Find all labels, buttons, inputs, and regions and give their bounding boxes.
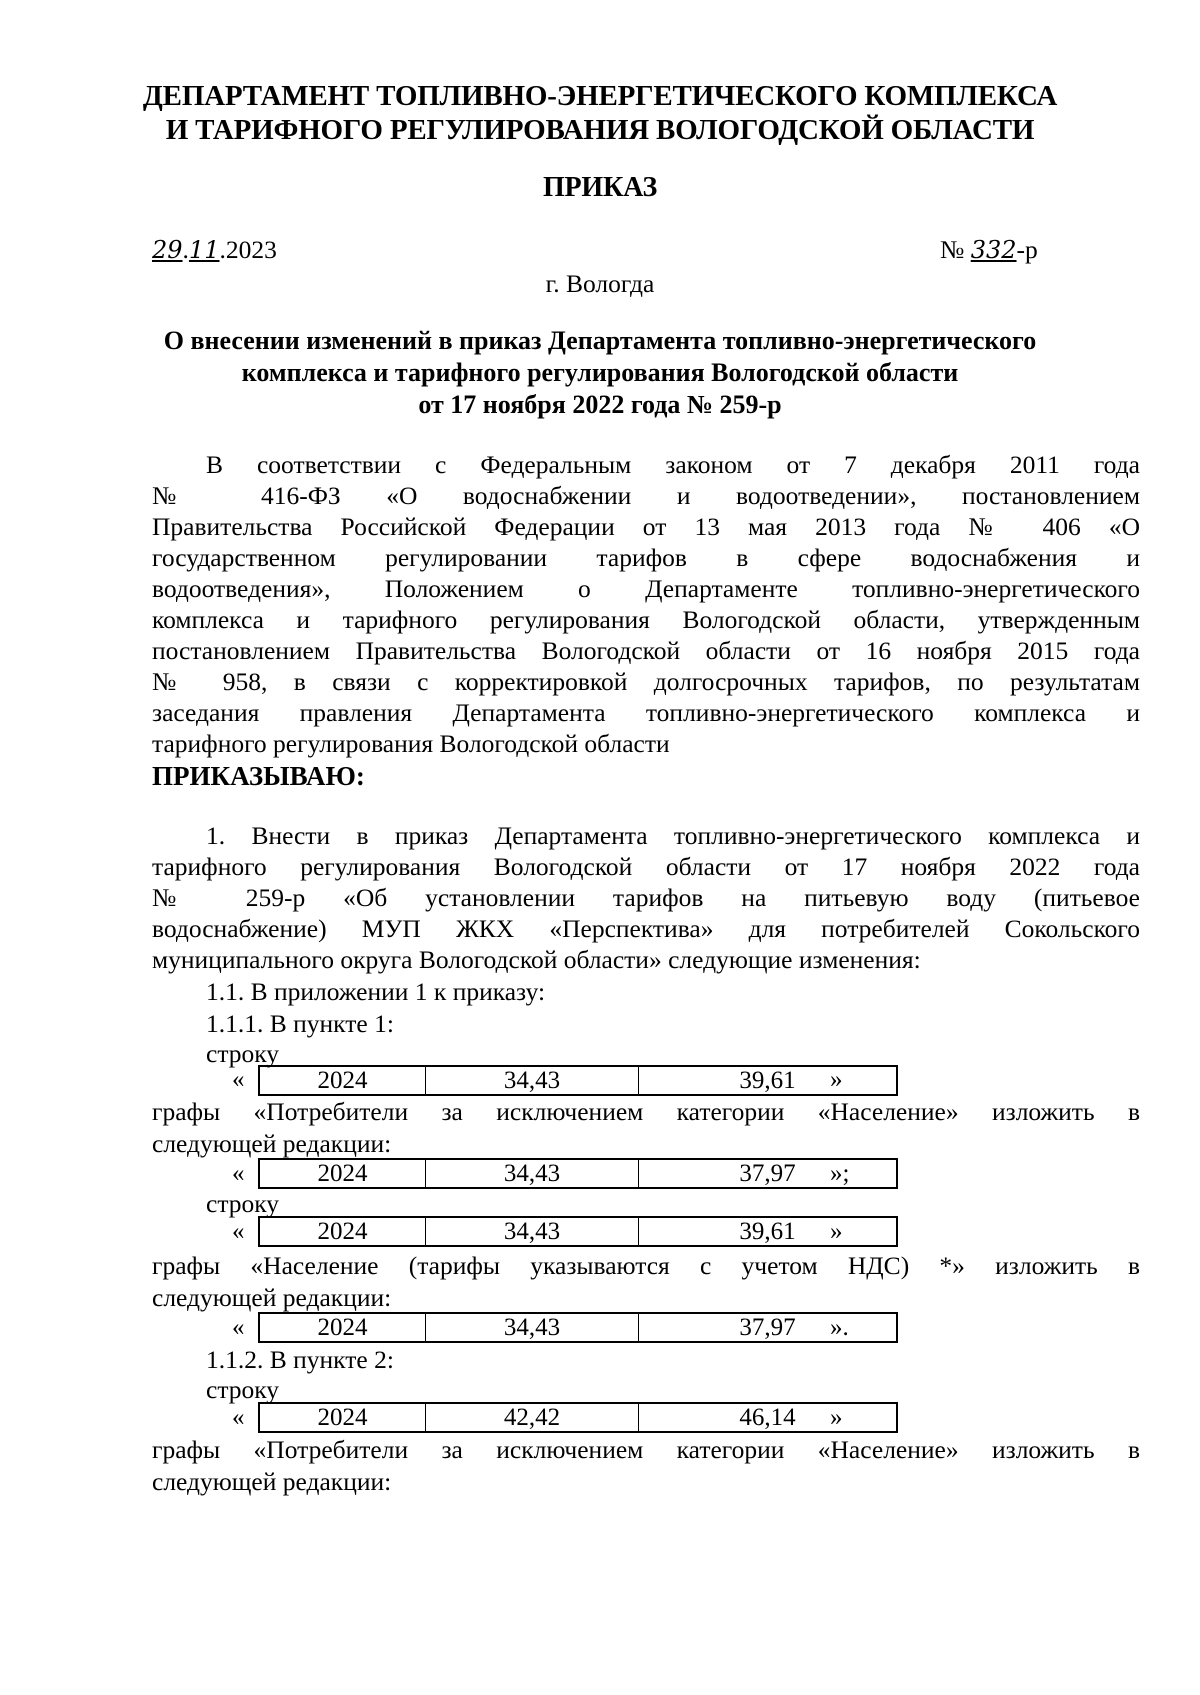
preamble-line: тарифного регулирования Вологодской области [152, 729, 670, 758]
cell-value-2: 46,14 [739, 1404, 796, 1431]
number-sign: № [940, 235, 971, 264]
quote-close: » [830, 1066, 843, 1093]
tariff-table-row [258, 1065, 898, 1096]
next-edition: следующей редакции: [152, 1467, 392, 1496]
quote-open: « [232, 1066, 245, 1093]
cell-value-1: 34,43 [426, 1067, 639, 1094]
cell-value-2: 37,97 [739, 1314, 796, 1341]
cell-year: 2024 [260, 1218, 426, 1245]
cell-year: 2024 [260, 1160, 426, 1187]
date-day-handwritten: 29 [152, 236, 183, 264]
quote-close: »; [830, 1160, 850, 1187]
next-edition: следующей редакции: [152, 1283, 392, 1312]
cell-value-1: 42,42 [426, 1404, 639, 1431]
quote-close: ». [830, 1314, 849, 1341]
cell-value-2: 39,61 [739, 1218, 796, 1245]
quote-close: » [830, 1218, 843, 1245]
order-word: ПРИКАЗЫВАЮ: [152, 761, 365, 791]
graph-consumers-line: графы «Потребители за исключением категории «Население» изложить в [152, 1435, 1140, 1464]
item1-1-2: 1.1.2. В пункте 2: [206, 1345, 394, 1374]
title-line2: комплекса и тарифного регулирования Вологодской области [241, 358, 959, 387]
quote-close: » [830, 1404, 843, 1431]
order-date: 29.11.2023 [152, 235, 277, 264]
title-line1: О внесении изменений в приказ Департамента топливно-энергетического [163, 326, 1037, 355]
item1-line: тарифного регулирования Вологодской области от 17 ноября 2022 года [152, 852, 1140, 881]
cell-value-1: 34,43 [426, 1160, 639, 1187]
number-suffix: -р [1016, 235, 1038, 264]
quote-open: « [232, 1404, 245, 1431]
cell-value-1: 34,43 [426, 1314, 639, 1341]
date-month-handwritten: 11 [188, 236, 220, 264]
preamble-line: постановлением Правительства Вологодской области от 16 ноября 2015 года [152, 636, 1140, 665]
quote-open: « [232, 1314, 245, 1341]
cell-year: 2024 [260, 1314, 426, 1341]
preamble-line: заседания правления Департамента топливно-энергетического комплекса и [152, 698, 1140, 727]
city: г. Вологда [545, 269, 655, 298]
row-word: строку [206, 1375, 280, 1404]
preamble-line: государственном регулировании тарифов в сфере водоснабжения и [152, 543, 1140, 572]
document-type: ПРИКАЗ [542, 172, 658, 203]
quote-open: « [232, 1218, 245, 1245]
preamble-line: В соответствии с Федеральным законом от 7 декабря 2011 года [206, 450, 1140, 479]
graph-population-line: графы «Население (тарифы указываются с учетом НДС) *» изложить в [152, 1251, 1140, 1280]
preamble-line: Правительства Российской Федерации от 13 мая 2013 года № 406 «О [152, 512, 1140, 541]
department-name-line1: ДЕПАРТАМЕНТ ТОПЛИВНО-ЭНЕРГЕТИЧЕСКОГО КОМПЛЕКСА [142, 80, 1058, 112]
next-edition: следующей редакции: [152, 1129, 392, 1158]
cell-value-2: 39,61 [739, 1067, 796, 1094]
order-number [940, 234, 1038, 266]
number-handwritten: 332 [970, 236, 1017, 264]
department-name-line2: И ТАРИФНОГО РЕГУЛИРОВАНИЯ ВОЛОГОДСКОЙ ОБЛАСТИ [165, 114, 1035, 146]
item1-1-1: 1.1.1. В пункте 1: [206, 1009, 394, 1038]
graph-consumers-line: графы «Потребители за исключением категории «Население» изложить в [152, 1097, 1140, 1126]
item1-line: № 259-р «Об установлении тарифов на питьевую воду (питьевое [152, 883, 1140, 912]
date-year: .2023 [219, 235, 277, 264]
item1-1: 1.1. В приложении 1 к приказу: [206, 977, 546, 1006]
tariff-table-row [258, 1216, 898, 1247]
item1-line: муниципального округа Вологодской области» следующие изменения: [152, 945, 921, 974]
row-word: строку [206, 1039, 280, 1068]
tariff-table-row [258, 1312, 898, 1343]
preamble-line: № 416-ФЗ «О водоснабжении и водоотведении», постановлением [152, 481, 1140, 510]
item1-line: водоснабжение) МУП ЖКХ «Перспектива» для потребителей Сокольского [152, 914, 1140, 943]
item1-line: 1. Внести в приказ Департамента топливно-энергетического комплекса и [206, 821, 1140, 850]
title-line3: от 17 ноября 2022 года № 259-р [418, 390, 782, 419]
preamble-line: водоотведения», Положением о Департаменте топливно-энергетического [152, 574, 1140, 603]
row-word: строку [206, 1189, 280, 1218]
preamble-line: № 958, в связи с корректировкой долгосрочных тарифов, по результатам [152, 667, 1140, 696]
quote-open: « [232, 1160, 245, 1187]
preamble-line: комплекса и тарифного регулирования Вологодской области, утвержденным [152, 605, 1140, 634]
tariff-table-row [258, 1158, 898, 1189]
cell-value-1: 34,43 [426, 1218, 639, 1245]
cell-year: 2024 [260, 1404, 426, 1431]
tariff-table-row [258, 1402, 898, 1433]
cell-value-2: 37,97 [739, 1160, 796, 1187]
cell-year: 2024 [260, 1067, 426, 1094]
